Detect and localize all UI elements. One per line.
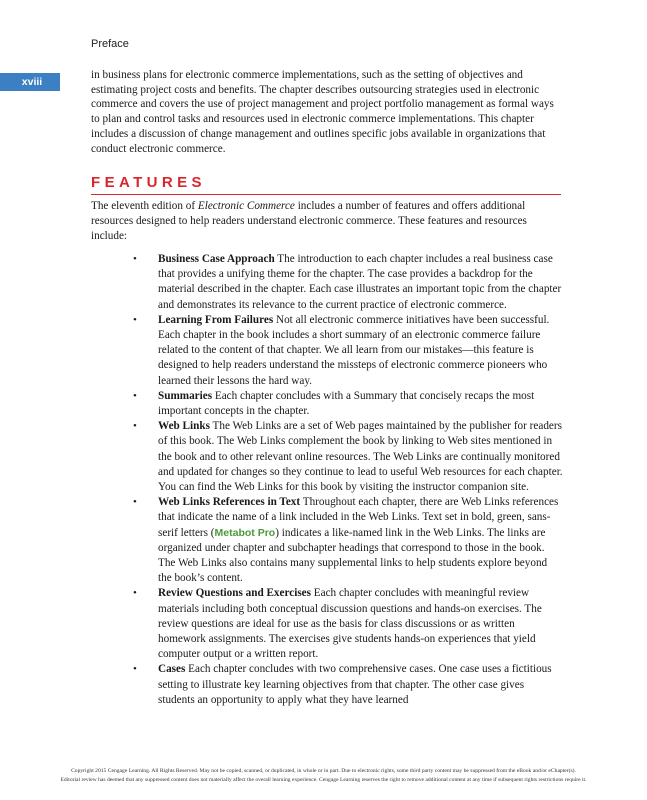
feature-text: The Web Links are a set of Web pages maintained by the publisher for readers of this book. The Web Links complement the book by linking to Web sites mentioned in the book and to other relevant online resources. The Web Links are continually monitored and updated for changes so they continue to lead to useful Web resources for each chapter. You can find the Web Links for this book by visiting the instructor companion site.: [158, 420, 563, 494]
bullet: •: [133, 496, 137, 509]
feature-text: Not all electronic commerce initiatives have been successful. Each chapter in the book includes a short summary of an electronic commerce failure related to the content of that chapter. We all learn from our mistakes—this feature is designed to help readers understand the missteps of electronic commerce pioneers who learned their lessons the hard way.: [158, 313, 550, 387]
feature-cases: [133, 662, 563, 708]
feature-list: [133, 252, 563, 708]
bullet: •: [133, 663, 137, 676]
feature-term: Web Links: [158, 420, 210, 433]
feature-term: Web Links References in Text: [158, 496, 301, 509]
intro-paragraph: in business plans for electronic commerce implementations, such as the setting of objectives and estimating project costs and benefits. The chapter describes outsourcing strategies used in electronic commerce and covers the use of project management and project portfolio management as formal ways to plan and control tasks and resources used in electronic commerce implementations. This chapter includes a discussion of change management and outlines specific jobs available in organizations that conduct electronic commerce.: [91, 69, 554, 155]
feature-term: Summaries: [158, 389, 213, 402]
bullet: •: [133, 389, 137, 402]
feature-text: Each chapter concludes with two comprehensive cases. One case uses a fictitious setting to illustrate key learning objectives from that chapter. The other case gives students an opportunity to apply what they have learned: [158, 663, 552, 706]
feature-text-continued: ) indicates a like-named link in the Web Links. The links are organized under chapter and subchapter headings that correspond to those in the book. The Web Links also contains many supplemental links to help students explore beyond the book’s content.: [158, 526, 548, 585]
heading-rule: [91, 194, 561, 195]
features-heading: FEATURES: [91, 174, 206, 191]
feature-summaries: [133, 389, 563, 419]
feature-term: Learning From Failures: [158, 313, 274, 326]
page-number-tab: xviii: [0, 73, 60, 91]
feature-learning-failures: [133, 313, 563, 389]
feature-text: Throughout each chapter, there are Web Links references that indicate the name of a link included in the Web Links. Text set in bold, green, sans-serif letters (: [158, 496, 559, 539]
feature-business-case: [133, 252, 563, 313]
features-intro-after: includes a number of features and offers additional resources designed to help readers understand electronic commerce. These features and resources include:: [91, 200, 527, 242]
bullet: •: [133, 420, 137, 433]
web-link-example: Metabot Pro: [214, 526, 276, 539]
copyright-footer-line-1: Copyright 2015 Cengage Learning. All Rights Reserved. May not be copied, scanned, or duplicated, in whole or in part. Due to electronic rights, some third party content may be suppressed from the eBook and/or eChapter(s).: [71, 768, 576, 774]
bullet: •: [133, 313, 137, 326]
copyright-footer-line-2: Editorial review has deemed that any suppressed content does not materially affect the overall learning experience. Cengage Learning reserves the right to remove additional content at any time if subsequent rights restrictions require it.: [60, 777, 587, 783]
feature-review-questions: [133, 586, 563, 662]
feature-web-links-references: [133, 495, 563, 586]
features-intro: [91, 199, 561, 244]
feature-term: Review Questions and Exercises: [158, 587, 311, 600]
feature-web-links: [133, 419, 563, 495]
feature-term: Business Case Approach: [158, 253, 275, 265]
feature-term: Cases: [158, 663, 186, 676]
feature-text: Each chapter concludes with meaningful review materials including both conceptual discussion questions and hands-on exercises. The review questions are ideal for use as the basis for class discussions or as written homework assignments. The exercises give students hands-on experiences that yield computer output or a written report.: [158, 587, 542, 661]
bullet: •: [133, 587, 137, 600]
running-head: Preface: [91, 38, 129, 50]
book-title: Electronic Commerce: [197, 200, 295, 212]
features-intro-before: The eleventh edition of: [91, 200, 198, 212]
feature-text: Each chapter concludes with a Summary that concisely recaps the most important concepts in the chapter.: [158, 389, 535, 418]
bullet: •: [133, 253, 137, 265]
feature-text: The introduction to each chapter includes a real business case that provides a unifying theme for the chapter. The case provides a backdrop for the material described in the chapter. Each case illustrates an important topic from the chapter and demonstrates its relevance to the current practice of electronic commerce.: [158, 253, 562, 311]
